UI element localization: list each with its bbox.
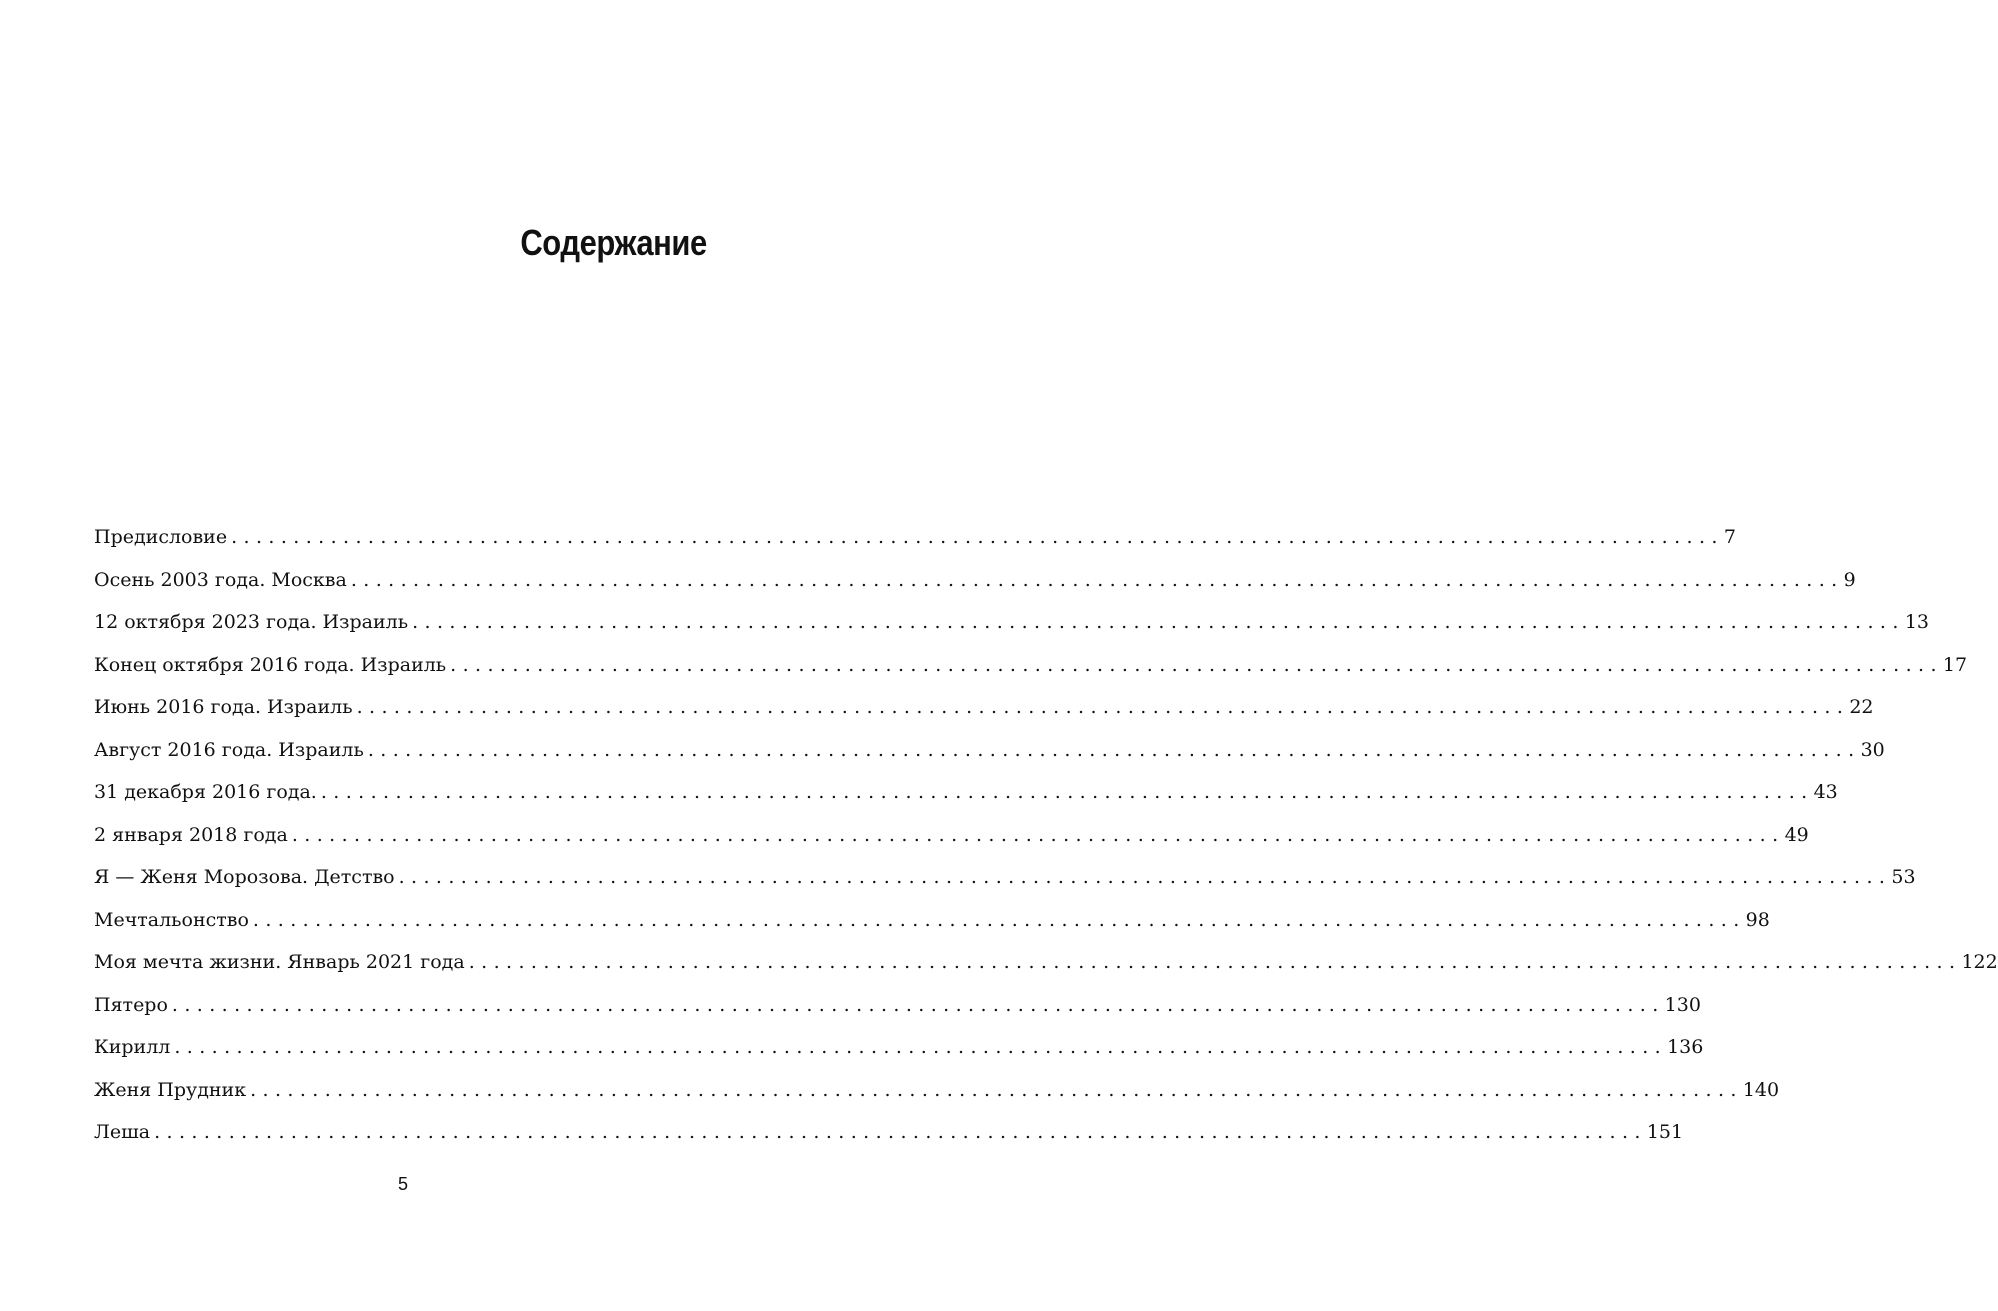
toc-entry-title: Июнь 2016 года. Израиль [94,696,353,718]
toc-page-number: 9 [1843,568,1856,591]
toc-entry [94,941,1998,984]
toc-page-number: 30 [1860,738,1885,761]
toc-entry [94,1069,1780,1112]
toc-page-number: 122 [1961,951,1998,973]
page-number: 5 [397,1174,408,1194]
dot-leader: ........................................................................................................................ [356,696,1850,718]
dot-leader: ........................................................................................................................ [174,1036,1668,1058]
dot-leader: ........................................................................................................................ [320,781,1814,803]
toc-entry-title: Пятеро [94,993,168,1016]
toc-entry [94,1111,1684,1154]
toc-entry-title: Моя мечта жизни. Январь 2021 года [94,951,465,973]
dot-leader: ........................................................................................................................ [450,653,1943,676]
dot-leader: ........................................................................................................................ [350,568,1844,591]
toc-page-number: 130 [1664,993,1701,1016]
toc-entry [94,686,1874,729]
toc-page-number: 53 [1891,866,1916,888]
toc-entry [94,856,1916,899]
dot-leader: ........................................................................................................................ [291,823,1785,846]
toc-page-number: 140 [1742,1078,1780,1101]
toc-entry [94,814,1809,857]
toc-page-number: 151 [1646,1121,1684,1143]
toc-entry [94,516,1736,559]
toc-page-number: 7 [1723,526,1736,548]
toc-entry-title: Кирилл [94,1036,171,1058]
toc-entry [94,729,1885,772]
dot-leader: ........................................................................................................................ [412,611,1905,633]
dot-leader: ........................................................................................................................ [367,738,1861,761]
dot-leader: ........................................................................................................................ [398,866,1892,888]
toc-page-number: 98 [1745,908,1770,931]
dot-leader: ........................................................................................................................ [231,526,1724,548]
toc-entry-title: Осень 2003 года. Москва [94,568,347,591]
toc-entry [94,771,1838,814]
dot-leader: ........................................................................................................................ [468,951,1962,973]
toc-entry [94,559,1856,602]
toc-page-number: 22 [1849,696,1874,718]
dot-leader: ........................................................................................................................ [252,908,1746,931]
toc-page-number: 49 [1784,823,1809,846]
toc-entry-title: 2 января 2018 года [94,823,288,846]
toc-entry-title: Женя Прудник [94,1078,247,1101]
toc-entry-title: Леша [94,1121,151,1143]
toc-page-number: 136 [1667,1036,1704,1058]
toc-entry [94,984,1701,1027]
toc-entry [94,1026,1704,1069]
toc-page-number: 43 [1813,781,1838,803]
toc-page-number: 13 [1904,611,1929,633]
table-of-contents [94,516,1998,1154]
toc-entry [94,644,1968,687]
toc-entry-title: Конец октября 2016 года. Израиль [94,653,447,676]
toc-entry-title: Август 2016 года. Израиль [94,738,364,761]
toc-entry-title: 31 декабря 2016 года. [94,781,317,803]
dot-leader: ........................................................................................................................ [154,1121,1647,1143]
page-title: Содержание [520,222,707,263]
dot-leader: ........................................................................................................................ [171,993,1665,1016]
toc-entry-title: 12 октября 2023 года. Израиль [94,611,409,633]
dot-leader: ........................................................................................................................ [250,1078,1743,1101]
toc-entry [94,899,1770,942]
toc-entry-title: Я — Женя Морозова. Детство [94,866,395,888]
toc-page-number: 17 [1942,653,1968,676]
toc-entry [94,601,1929,644]
toc-entry-title: Мечтальонство [94,908,249,931]
toc-entry-title: Предисловие [94,526,228,548]
